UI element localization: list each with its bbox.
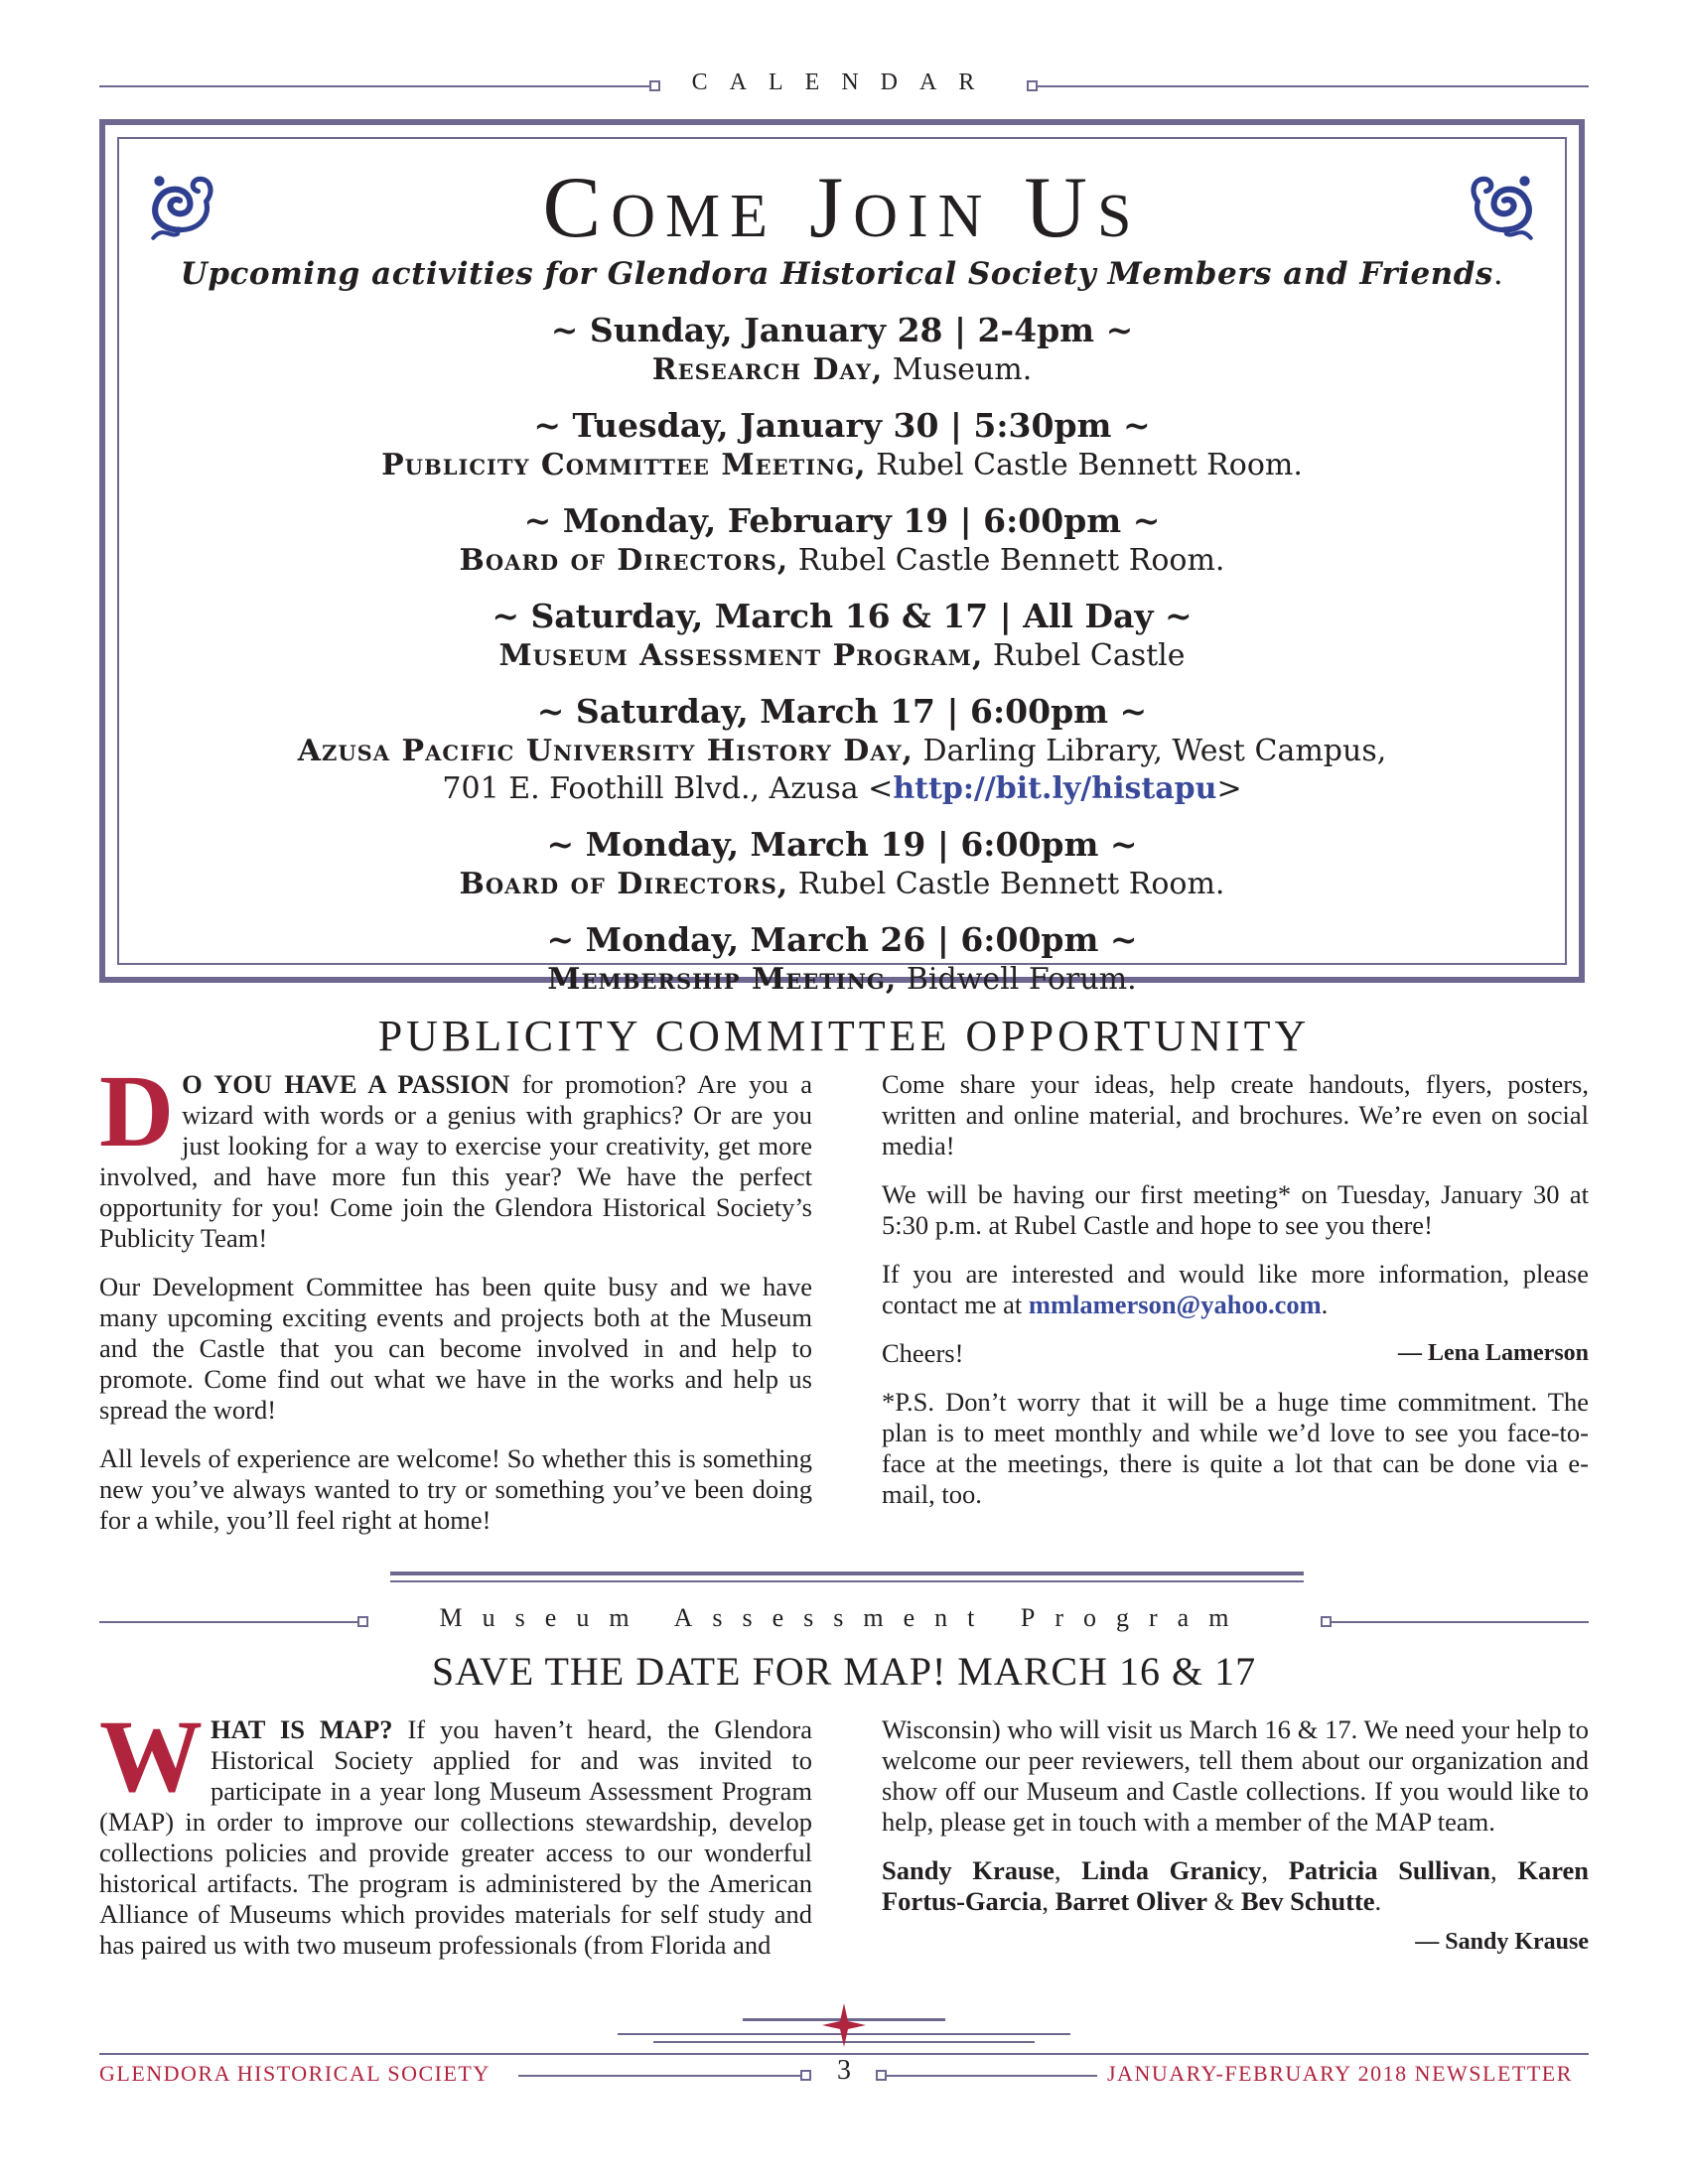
event-address-close: >: [1216, 771, 1242, 806]
calendar-subtitle-text: Upcoming activities for Glendora Historical Society Members and Friends: [180, 256, 1493, 292]
map-paragraph: Wisconsin) who will visit us March 16 & 17. We need your help to welcome our peer reviewers, tell them about our organization and show off our Museum and Castle collections. If you would like to help, please get in touch with a member of the MAP team.: [882, 1714, 1589, 1837]
calendar-inner-frame: [117, 137, 1567, 997]
publicity-paragraph: Come share your ideas, help create handouts, flyers, posters, written and online material, and brochures. We’re even on social media!: [882, 1069, 1589, 1160]
email-link[interactable]: mmlamerson@yahoo.com: [1028, 1290, 1322, 1319]
publicity-paragraph: [882, 1259, 1589, 1320]
footer-issue: JANUARY-FEBRUARY 2018 NEWSLETTER: [1107, 2061, 1573, 2086]
section-label-calendar: CALENDAR: [691, 69, 997, 95]
team-member: Patricia Sullivan: [1288, 1855, 1491, 1885]
event-item: [119, 310, 1565, 389]
footer-rule-left: [518, 2075, 804, 2077]
event-date: ~ Tuesday, January 30 | 5:30pm ~: [533, 406, 1151, 445]
section-divider-double: [390, 1580, 1304, 1582]
publicity-paragraph: All levels of experience are welcome! So whether this is something new you’ve always wanted to try or something you’ve been doing for a while, you’ll feel right at home!: [99, 1443, 812, 1535]
header-rule-square-left: [649, 80, 660, 91]
map-team: [882, 1855, 1589, 1917]
event-item: [119, 691, 1565, 808]
event-name: Board of Directors,: [459, 867, 789, 901]
event-date: ~ Sunday, January 28 | 2-4pm ~: [550, 311, 1134, 349]
event-name: Publicity Committee Meeting,: [381, 448, 867, 482]
event-address-text: 701 E. Foothill Blvd., Azusa <: [442, 771, 894, 806]
event-description: [119, 351, 1565, 389]
map-paragraph: [99, 1700, 812, 1961]
section-divider-double: [390, 1571, 1304, 1575]
header-rule-square-right: [1027, 80, 1038, 91]
calendar-box: [99, 119, 1585, 997]
event-date: ~ Monday, March 26 | 6:00pm ~: [546, 920, 1138, 959]
event-name: Membership Meeting,: [547, 962, 898, 997]
event-list: [119, 310, 1565, 1015]
event-place: Museum.: [883, 352, 1033, 387]
event-description: [119, 961, 1565, 999]
event-name: Museum Assessment Program,: [498, 638, 984, 673]
publicity-paragraph: [99, 1054, 812, 1254]
star-ornament-icon: [820, 2001, 868, 2049]
paragraph-text: If you are interested and would like more information, please contact me at: [882, 1259, 1589, 1319]
header-rule-right: [1038, 85, 1589, 87]
map-signoff: [882, 1925, 1589, 1958]
event-description: [119, 447, 1565, 484]
event-date: ~ Saturday, March 16 & 17 | All Day ~: [492, 597, 1193, 635]
signoff-row: [882, 1338, 1589, 1369]
page-number: 3: [837, 2055, 851, 2086]
map-rule-right: [1332, 1621, 1589, 1623]
postscript: *P.S. Don’t worry that it will be a huge time commitment. The plan is to meet monthly and while we’d love to see you face-to-face at the meetings, there is quite a lot that can be done via e-mail, too.: [882, 1387, 1589, 1509]
publicity-heading: PUBLICITY COMMITTEE OPPORTUNITY: [377, 1012, 1311, 1060]
publicity-column-right: [882, 1069, 1589, 1528]
separator: ,: [1054, 1855, 1082, 1885]
map-rule-square-right: [1321, 1616, 1332, 1627]
team-member: Sandy Krause: [882, 1855, 1055, 1885]
publicity-paragraph: We will be having our first meeting* on Tuesday, January 30 at 5:30 p.m. at Rubel Castle and hope to see you there!: [882, 1179, 1589, 1240]
event-place: Bidwell Forum.: [897, 962, 1137, 997]
calendar-subtitle: Upcoming activities for Glendora Historical Society Members and Friends.: [180, 256, 1504, 292]
footer-rule-square-left: [800, 2070, 811, 2081]
cheers-text: Cheers!: [882, 1338, 964, 1368]
event-place: Rubel Castle: [983, 638, 1186, 673]
separator: .: [1374, 1886, 1382, 1916]
event-item: [119, 596, 1565, 675]
event-date: ~ Monday, March 19 | 6:00pm ~: [546, 825, 1138, 864]
map-rule-left: [99, 1621, 359, 1623]
lead-in: O YOU HAVE A PASSION: [182, 1069, 510, 1099]
event-name: Board of Directors,: [459, 543, 789, 578]
author-signature: — Sandy Krause: [1415, 1929, 1589, 1955]
team-member: Barret Oliver: [1055, 1886, 1207, 1916]
footer-rule-square-right: [876, 2070, 887, 2081]
map-heading: SAVE THE DATE FOR MAP! MARCH 16 & 17: [431, 1649, 1257, 1694]
event-place: Darling Library, West Campus,: [914, 734, 1387, 768]
paragraph-text: If you haven’t heard, the Glendora Historical Society applied for and was invited to participate in a year long Museum Assessment Program (MAP) in order to improve our collections stewardship, develop collections policies and provide greater access to our wonderful historical artifacts. The program is administered by the American Alliance of Museums which provides materials for self study and has paired us with two museum professionals (from Florida and: [99, 1714, 812, 1960]
drop-cap: W: [99, 1700, 203, 1814]
author-signature: — Lena Lamerson: [1398, 1340, 1589, 1366]
map-column-left: [99, 1700, 812, 1979]
separator: ,: [1490, 1855, 1518, 1885]
event-item: [119, 405, 1565, 484]
footer-rule-right: [887, 2075, 1097, 2077]
event-item: [119, 500, 1565, 580]
event-date: ~ Monday, February 19 | 6:00pm ~: [523, 501, 1161, 540]
event-description: [119, 866, 1565, 903]
event-name: Azusa Pacific University History Day,: [297, 734, 914, 768]
event-place: Rubel Castle Bennett Room.: [788, 543, 1225, 578]
section-label-map: Museum Assessment Program: [439, 1603, 1249, 1632]
event-description: [119, 637, 1565, 675]
header-rule-left: [99, 85, 651, 87]
paragraph-text: .: [1321, 1290, 1329, 1319]
publicity-column-left: [99, 1054, 812, 1554]
drop-cap: D: [99, 1054, 175, 1168]
map-rule-square-left: [357, 1616, 368, 1627]
event-link[interactable]: http://bit.ly/histapu: [893, 771, 1217, 806]
separator: &: [1206, 1886, 1241, 1916]
lead-in: HAT IS MAP?: [211, 1714, 393, 1744]
event-name: Research Day,: [651, 352, 884, 387]
team-member: Linda Granicy: [1081, 1855, 1262, 1885]
paragraph-text: for promotion? Are you a wizard with words or a genius with graphics? Or are you just looking for a way to exercise your creativity, get more involved, and have more fun this year? We have the perfect opportunity for you! Come join the Glendora Historical Society’s Publicity Team!: [99, 1069, 812, 1253]
event-description: [119, 733, 1565, 770]
separator: ,: [1261, 1855, 1289, 1885]
calendar-title: Come Join Us: [542, 160, 1142, 256]
event-item: [119, 919, 1565, 999]
team-member: Karen Fortus-Garcia: [882, 1855, 1589, 1916]
event-description: [119, 542, 1565, 580]
event-item: [119, 824, 1565, 903]
event-place: Rubel Castle Bennett Room.: [866, 448, 1303, 482]
event-place: Rubel Castle Bennett Room.: [788, 867, 1225, 901]
team-member: Bev Schutte: [1240, 1886, 1375, 1916]
publicity-paragraph: Our Development Committee has been quite busy and we have many upcoming exciting events and projects both at the Museum and the Castle that you can become involved in and help to promote. Come find out what we have in the works and help us spread the word!: [99, 1272, 812, 1425]
map-column-right: [882, 1714, 1589, 1976]
event-address: [119, 770, 1565, 808]
event-date: ~ Saturday, March 17 | 6:00pm ~: [536, 692, 1148, 731]
separator: ,: [1042, 1886, 1055, 1916]
footer-organization: GLENDORA HISTORICAL SOCIETY: [99, 2061, 491, 2086]
